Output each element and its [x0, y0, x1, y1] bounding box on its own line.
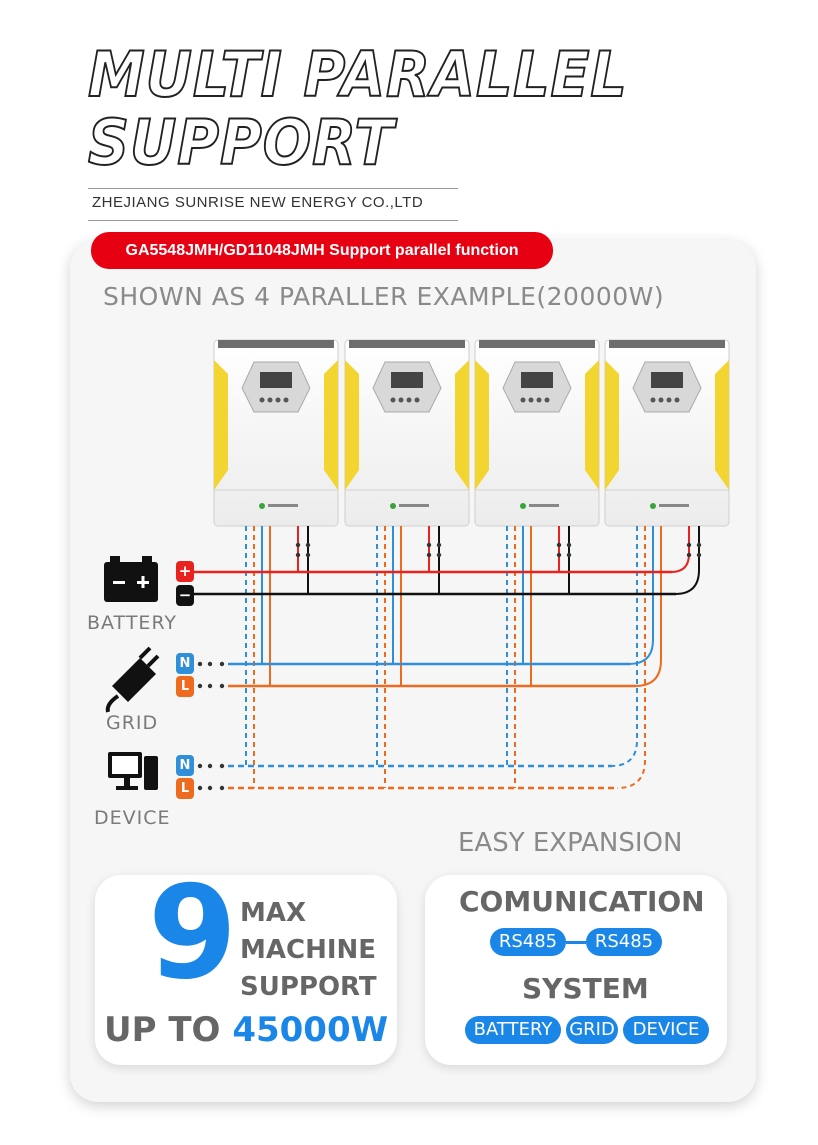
inverter-droppers [246, 526, 699, 788]
plug-icon [108, 648, 158, 712]
rs485-chip-a: RS485 [490, 928, 566, 956]
buses [193, 572, 676, 788]
device-label: DEVICE [94, 807, 171, 829]
system-chip-battery: BATTERY [465, 1016, 561, 1044]
battery-plus-terminal: + [176, 561, 194, 582]
system-heading: SYSTEM [522, 972, 649, 1005]
inverter-unit [214, 340, 338, 526]
inverter-units [214, 340, 729, 526]
system-chip-grid: GRID [566, 1016, 618, 1044]
grid-label: GRID [106, 712, 159, 734]
dropper-set-4 [611, 526, 699, 788]
rs485-chip-b: RS485 [586, 928, 662, 956]
battery-minus-terminal: − [176, 585, 194, 606]
grid-live-terminal: L [176, 676, 194, 697]
max-machine-number: 9 [148, 859, 238, 1008]
inverter-unit [345, 340, 469, 526]
dropper-set-3 [507, 526, 569, 788]
max-line-2: MACHINE [240, 935, 377, 965]
device-icon [108, 752, 158, 790]
inverter-unit [475, 340, 599, 526]
switch-dots [198, 662, 224, 790]
max-line-3: SUPPORT [240, 972, 377, 1002]
company-name: ZHEJIANG SUNRISE NEW ENERGY CO.,LTD [92, 194, 424, 211]
up-to-value: 45000W [232, 1010, 389, 1050]
up-to-power [104, 1010, 388, 1050]
device-neutral-terminal: N [176, 755, 194, 776]
communication-heading: COMUNICATION [459, 885, 705, 918]
rs485-link [566, 941, 586, 944]
grid-neutral-terminal: N [176, 653, 194, 674]
dropper-set-2 [377, 526, 439, 788]
title-line-2: SUPPORT [88, 106, 395, 179]
breakers [296, 543, 701, 557]
battery-label: BATTERY [87, 612, 178, 634]
easy-expansion-heading: EASY EXPANSION [458, 828, 683, 858]
title-line-1: MULTI PARALLEL [88, 38, 628, 111]
system-chip-device: DEVICE [623, 1016, 709, 1044]
inverter-unit [605, 340, 729, 526]
battery-icon [104, 556, 158, 602]
max-line-1: MAX [240, 898, 307, 928]
up-to-prefix: UP TO [104, 1010, 221, 1050]
example-subtitle: SHOWN AS 4 PARALLER EXAMPLE(20000W) [103, 282, 665, 311]
dropper-set-1 [246, 526, 308, 788]
device-live-terminal: L [176, 778, 194, 799]
model-banner: GA5548JMH/GD11048JMH Support parallel function [91, 232, 553, 269]
